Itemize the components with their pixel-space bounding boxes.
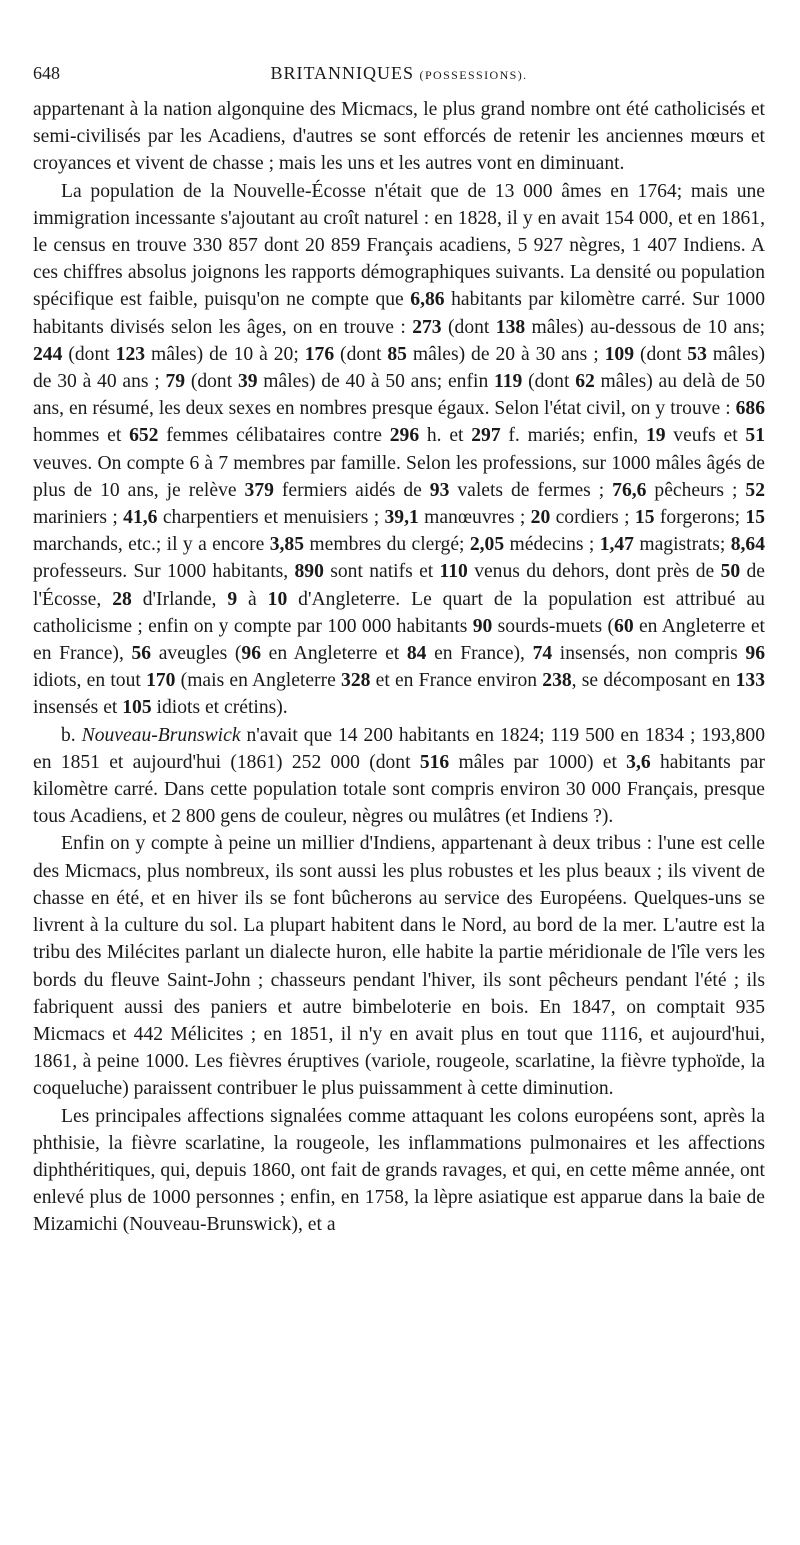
bold-figure: 85 [387, 343, 407, 365]
bold-figure: 379 [244, 479, 274, 501]
bold-figure: 93 [429, 479, 450, 501]
text-run: insensés et [33, 697, 123, 719]
bold-figure: 238 [542, 670, 572, 692]
running-title-sub: (POSSESSIONS). [419, 68, 528, 82]
bold-figure: 9 [227, 588, 238, 610]
bold-figure: 890 [294, 561, 324, 583]
bold-figure: 79 [165, 371, 186, 393]
bold-figure: 105 [122, 697, 152, 719]
bold-figure: 28 [112, 588, 132, 610]
bold-figure: 41,6 [123, 507, 158, 529]
text-run: pêcheurs ; [646, 479, 746, 501]
bold-figure: 3,6 [626, 751, 651, 773]
bold-figure: 170 [146, 670, 176, 692]
bold-figure: 60 [614, 615, 634, 637]
bold-figure: 123 [115, 343, 146, 365]
text-run: à [237, 588, 268, 610]
bold-figure: 6,86 [410, 289, 445, 311]
bold-figure: 244 [33, 343, 63, 365]
bold-figure: 74 [532, 643, 553, 665]
document-page [33, 60, 765, 1239]
text-run: mâles) au delà de 50 ans, en résumé, les deux sexes en nombres presque égaux. Selon l'état civil, on y trouve : [33, 371, 765, 420]
text-run: manœuvres ; [418, 507, 531, 529]
text-run: valets de fermes ; [449, 479, 613, 501]
text-run: h. et [419, 425, 472, 447]
text-run: (dont [441, 316, 496, 338]
text-run: d'Irlande, [131, 588, 228, 610]
bold-figure: 138 [495, 316, 526, 338]
text-run: en Angleterre et [261, 643, 407, 665]
bold-figure: 516 [419, 751, 450, 773]
bold-figure: 110 [439, 561, 468, 583]
bold-figure: 15 [745, 507, 765, 529]
bold-figure: 90 [472, 615, 493, 637]
text-run: en France), [426, 643, 533, 665]
bold-figure: 328 [341, 670, 371, 692]
bold-figure: 20 [530, 507, 551, 529]
text-run: fermiers aidés de [273, 479, 430, 501]
bold-figure: 50 [720, 561, 741, 583]
bold-figure: 15 [634, 507, 655, 529]
bold-figure: 84 [406, 643, 427, 665]
text-run: (dont [185, 371, 238, 393]
bold-figure: 652 [129, 425, 159, 447]
text-run: mâles) de 20 à 30 ans ; [406, 343, 605, 365]
bold-figure: 19 [645, 425, 666, 447]
bold-figure: 119 [494, 371, 523, 393]
text-run: magistrats; [633, 534, 731, 556]
bold-figure: 96 [241, 643, 262, 665]
text-run: appartenant à la nation algonquine des Micmacs, le plus grand nombre ont été catholicisés et semi-civilisés par les Acadiens, d'autres se sont efforcés de retenir les anciennes mœurs et croyances et vivent de chasse ; mais les uns et les autres vont en diminuant. [33, 99, 765, 175]
text-run: idiots et crétins). [151, 697, 288, 719]
bold-figure: 39,1 [384, 507, 419, 529]
running-title-main: BRITANNIQUES [270, 63, 415, 83]
bold-figure: 10 [267, 588, 288, 610]
text-run: d'Angleterre. Le quart de la population est attribué au catholicisme ; enfin on y compte par 100 000 habitants [33, 588, 765, 637]
running-header [33, 60, 765, 88]
bold-figure: 52 [745, 479, 765, 501]
text-run: sourds-muets ( [492, 615, 615, 637]
bold-figure: 297 [471, 425, 501, 447]
text-run: f. mariés; enfin, [500, 425, 646, 447]
text-run: charpentiers et menuisiers ; [157, 507, 385, 529]
body-text [33, 96, 765, 1239]
text-run: venus du dehors, dont près de [467, 561, 721, 583]
text-run: mâles) de 40 à 50 ans; enfin [257, 371, 494, 393]
text-run: mariniers ; [33, 507, 124, 529]
text-run: n'avait que 14 200 habitants en 1824; 119 500 en 1834 ; 193,800 en 1851 et aujourd'hui (1861) 252 000 (dont [33, 724, 765, 773]
italic-term: Nouveau-Brunswick [81, 724, 241, 746]
text-run: forgerons; [654, 507, 746, 529]
bold-figure: 62 [575, 371, 595, 393]
bold-figure: 109 [604, 343, 635, 365]
text-run: Les principales affections signalées comme attaquant les colons européens sont, après la phthisie, la fièvre scarlatine, la rougeole, les inflammations pulmonaires et les affections diphthéritiques, qui, depuis 1860, ont fait de grands ravages, et qui, en cette même année, ont enlevé plus de 1000 personnes ; enfin, en 1758, la lèpre asiatique est apparue dans la baie de Mizamichi (Nouveau-Brunswick), et a [33, 1105, 765, 1236]
bold-figure: 273 [412, 316, 442, 338]
text-run: médecins ; [504, 534, 600, 556]
text-run: sont natifs et [323, 561, 440, 583]
text-run: mâles) de 30 à 40 ans ; [33, 343, 766, 393]
text-run: habitants par kilomètre carré. Dans cette population totale sont compris environ 30 000 Français, presque tous Acadiens, et 2 800 gens de couleur, nègres ou mulâtres (et Indiens ?). [33, 751, 765, 828]
bold-figure: 176 [304, 343, 335, 365]
text-run: idiots, en tout [33, 670, 147, 692]
text-run: et en France environ [370, 670, 543, 692]
text-run: b. [61, 724, 82, 746]
paragraph [33, 96, 765, 178]
bold-figure: 133 [735, 670, 765, 692]
bold-figure: 1,47 [599, 534, 634, 556]
page-number: 648 [33, 63, 60, 83]
paragraph [33, 830, 765, 1102]
text-run: veuves. On compte 6 à 7 membres par famille. Selon les professions, sur 1000 mâles âgés de plus de 10 ans, je relève [33, 452, 765, 501]
bold-figure: 2,05 [469, 534, 505, 556]
text-run: mâles) de 10 à 20; [145, 343, 305, 365]
running-title [33, 60, 765, 89]
text-run: veufs et [665, 425, 746, 447]
paragraph [33, 178, 765, 722]
text-run: membres du clergé; [304, 534, 470, 556]
text-run: professeurs. Sur 1000 habitants, [33, 561, 295, 583]
text-run: mâles) au-dessous de 10 ans; [525, 316, 766, 338]
bold-figure: 51 [745, 425, 766, 447]
text-run: , se décomposant en [571, 670, 736, 692]
text-run: Enfin on y compte à peine un millier d'Indiens, appartenant à deux tribus : l'une est celle des Micmacs, plus nombreux, ils sont aussi les plus robustes et les plus beaux ; ils vivent de chasse en été, et en hiver ils se font bûcherons au service des Européens. Quelques-uns se livrent à la culture du sol. La plupart habitent dans le Nord, au bord de la mer. L'autre est la tribu des Milécites parlant un dialecte huron, elle habite la partie méridionale de l'île vers les bords du fleuve Saint-John ; chasseurs pendant l'hiver, ils sont pêcheurs pendant l'été ; ils fabriquent aussi des paniers et autre bimbeloterie en bois. En 1847, on comptait 935 Micmacs et 442 Mélicites ; en 1851, il n'y en avait plus en tout que 1116, et aujourd'hui, 1861, à peine 1000. Les fièvres éruptives (variole, rougeole, scarlatine, la fièvre typhoïde, la coqueluche) paraissent contribuer le plus puissamment à cette diminution. [33, 833, 765, 1100]
bold-figure: 56 [131, 643, 152, 665]
text-run: habitants par kilomètre carré. Sur 1000 habitants divisés selon les âges, on en trouve : [33, 289, 765, 338]
text-run: cordiers ; [550, 507, 635, 529]
bold-figure: 76,6 [612, 479, 647, 501]
text-run: (mais en Angleterre [175, 670, 342, 692]
bold-figure: 96 [745, 643, 766, 665]
text-run: (dont [62, 343, 116, 365]
bold-figure: 296 [389, 425, 420, 447]
text-run: aveugles ( [151, 643, 242, 665]
bold-figure: 686 [735, 398, 765, 420]
bold-figure: 39 [237, 371, 258, 393]
text-run: en Angleterre et en France), [33, 615, 765, 665]
text-run: (dont [522, 371, 576, 393]
text-run: La population de la Nouvelle-Écosse n'était que de 13 000 âmes en 1764; mais une immigration incessante s'ajoutant au croît naturel : en 1828, il y en avait 154 000, et en 1861, le census en trouve 330 857 dont 20 859 Français acadiens, 5 927 nègres, 1 407 Indiens. A ces chiffres absolus joignons les rapports démographiques suivants. La densité ou population spécifique est faible, puisqu'on ne compte que [33, 180, 765, 311]
text-run: (dont [334, 343, 388, 365]
text-run: hommes et [33, 425, 130, 447]
bold-figure: 8,64 [730, 534, 765, 556]
text-run: femmes célibataires contre [158, 425, 390, 447]
paragraph [33, 722, 765, 831]
bold-figure: 53 [687, 343, 707, 365]
text-run: mâles par 1000) et [449, 751, 627, 773]
text-run: insensés, non compris [552, 643, 746, 665]
text-run: de l'Écosse, [33, 561, 765, 610]
bold-figure: 3,85 [269, 534, 305, 556]
text-run: marchands, etc.; il y a encore [33, 534, 270, 556]
paragraph [33, 1103, 765, 1239]
text-run: (dont [634, 343, 688, 365]
